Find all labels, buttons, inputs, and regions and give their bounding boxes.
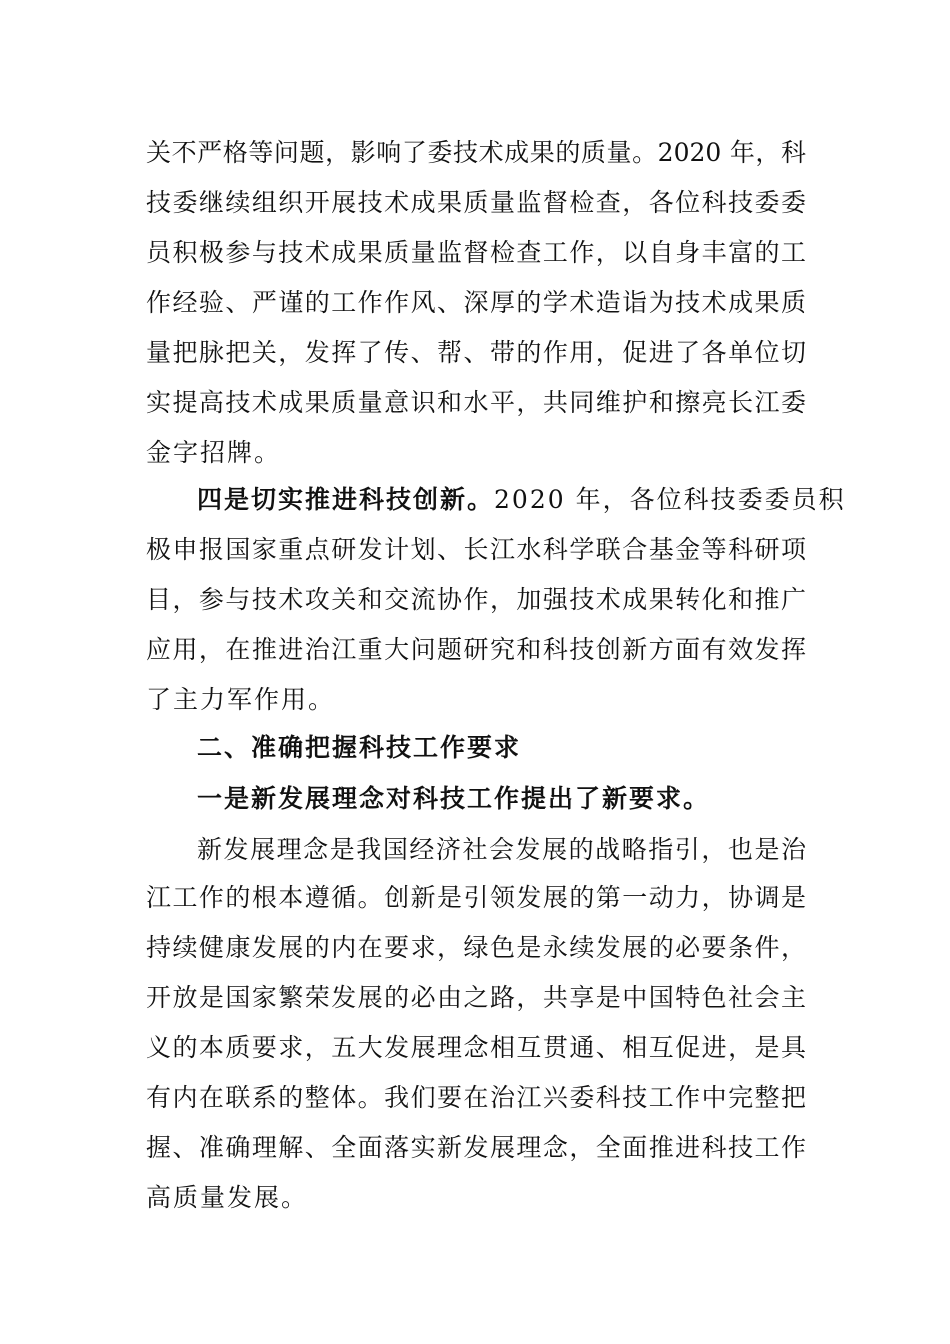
paragraph-line: 极申报国家重点研发计划、长江水科学联合基金等科研项 [146, 535, 806, 564]
paragraph-line: 握、准确理解、全面落实新发展理念，全面推进科技工作 [146, 1133, 806, 1162]
section-subheading: 一是新发展理念对科技工作提出了新要求。 [197, 784, 711, 813]
paragraph-line: 义的本质要求，五大发展理念相互贯通、相互促进，是具 [146, 1033, 806, 1062]
paragraph-line: 新发展理念是我国经济社会发展的战略指引，也是治 [197, 835, 806, 864]
paragraph-line: 应用，在推进治江重大问题研究和科技创新方面有效发挥 [146, 635, 806, 664]
point-four-first-line-rest: 2020 年，各位科技委委员积 [494, 485, 846, 514]
paragraph-line: 目，参与技术攻关和交流协作，加强技术成果转化和推广 [146, 585, 806, 614]
paragraph-line: 持续健康发展的内在要求，绿色是永续发展的必要条件， [146, 933, 806, 962]
paragraph-line: 实提高技术成果质量意识和水平，共同维护和擦亮长江委 [146, 388, 806, 417]
paragraph-line: 员积极参与技术成果质量监督检查工作，以自身丰富的工 [146, 238, 806, 267]
paragraph-line: 量把脉把关，发挥了传、帮、带的作用，促进了各单位切 [146, 338, 806, 367]
paragraph-line: 有内在联系的整体。我们要在治江兴委科技工作中完整把 [146, 1083, 806, 1112]
paragraph-line: 高质量发展。 [146, 1183, 309, 1212]
paragraph-line: 开放是国家繁荣发展的必由之路，共享是中国特色社会主 [146, 983, 806, 1012]
paragraph-line: 金字招牌。 [146, 438, 282, 467]
paragraph-line: 作经验、严谨的工作作风、深厚的学术造诣为技术成果质 [146, 288, 806, 317]
point-four-first-line [197, 474, 846, 526]
paragraph-line: 了主力军作用。 [146, 685, 336, 714]
paragraph-line: 江工作的根本遵循。创新是引领发展的第一动力，协调是 [146, 883, 806, 912]
paragraph-line: 技委继续组织开展技术成果质量监督检查，各位科技委委 [146, 188, 806, 217]
point-four-lead: 四是切实推进科技创新。 [197, 485, 495, 514]
section-heading: 二、准确把握科技工作要求 [197, 733, 522, 762]
paragraph-line: 关不严格等问题，影响了委技术成果的质量。2020 年，科 [146, 138, 806, 167]
